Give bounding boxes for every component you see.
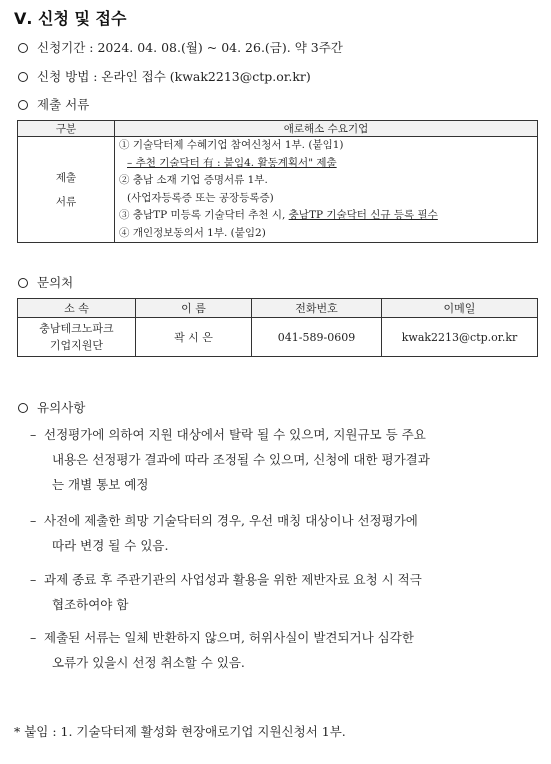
documents-table [17,120,538,243]
bullet-notes: 유의사항 [18,398,85,416]
doc-item-1: ① 기술닥터제 수혜기업 참여신청서 1부. (붙임1) [119,139,344,151]
contact-table [17,298,538,357]
attachment-footnote: * 붙임 : 1. 기술닥터제 활성화 현장애로기업 지원신청서 1부. [14,724,346,739]
header-name: 이 름 [136,299,252,318]
header-phone: 전화번호 [252,299,382,318]
contact-email[interactable]: kwak2213@ctp.or.kr [382,318,538,357]
note-item: – 사전에 제출한 희망 기술닥터의 경우, 우선 매칭 대상이나 선정평가에 따라 변경 될 수 있음. [30,513,418,553]
circle-bullet-icon [18,72,28,82]
bullet-documents: 제출 서류 [18,95,89,113]
doc-item-2: ② 충남 소재 기업 증명서류 1부. [119,174,268,186]
circle-bullet-icon [18,278,28,288]
contact-table-row [18,318,538,357]
bullet-contact: 문의처 [18,273,73,291]
doc-item-4: ④ 개인정보동의서 1부. (붙임2) [119,226,266,239]
header-demand-company: 애로해소 수요기업 [115,121,538,137]
header-email: 이메일 [382,299,538,318]
contact-org: 충남테크노파크 기업지원단 [18,318,136,357]
note-item: – 선정평가에 의하여 지원 대상에서 탈락 될 수 있으며, 지원규모 등 주요 내용은 선정평가 결과에 따라 조정될 수 있으며, 신청에 대한 평가결과 는 개별 통보 예정 [30,427,430,492]
bullet-period: 신청기간 : 2024. 04. 08.(월) ~ 04. 26.(금). 약 3주간 [18,38,343,56]
doc-item-3: ③ 충남TP 미등록 기술닥터 추천 시, 충남TP 기술닥터 신규 등록 필수 [119,209,438,221]
header-category: 구분 [18,121,115,137]
row-label: 제출 서류 [18,137,115,243]
note-item: – 과제 종료 후 주관기관의 사업성과 활용을 위한 제반자료 요청 시 적극 협조하여야 함 [30,572,422,612]
contact-table-header [18,299,538,318]
doc-item-1-sub: – 추천 기술닥터 有 : 붙임4. 활동계획서" 제출 [127,156,337,169]
note-item: – 제출된 서류는 일체 반환하지 않으며, 허위사실이 발견되거나 심각한 오류가 있을시 선정 취소할 수 있음. [30,630,414,670]
doc-item-2-sub: (사업자등록증 또는 공장등록증) [127,191,274,204]
circle-bullet-icon [18,100,28,110]
header-org: 소 속 [18,299,136,318]
contact-name: 곽 시 은 [136,318,252,357]
section-title: Ⅴ. 신청 및 접수 [14,9,127,28]
bullet-method: 신청 방법 : 온라인 접수 (kwak2213@ctp.or.kr) [18,67,311,85]
document-list [115,137,538,243]
documents-table-header [18,121,538,137]
contact-phone: 041-589-0609 [252,318,382,357]
circle-bullet-icon [18,43,28,53]
documents-table-row [18,137,538,243]
circle-bullet-icon [18,403,28,413]
